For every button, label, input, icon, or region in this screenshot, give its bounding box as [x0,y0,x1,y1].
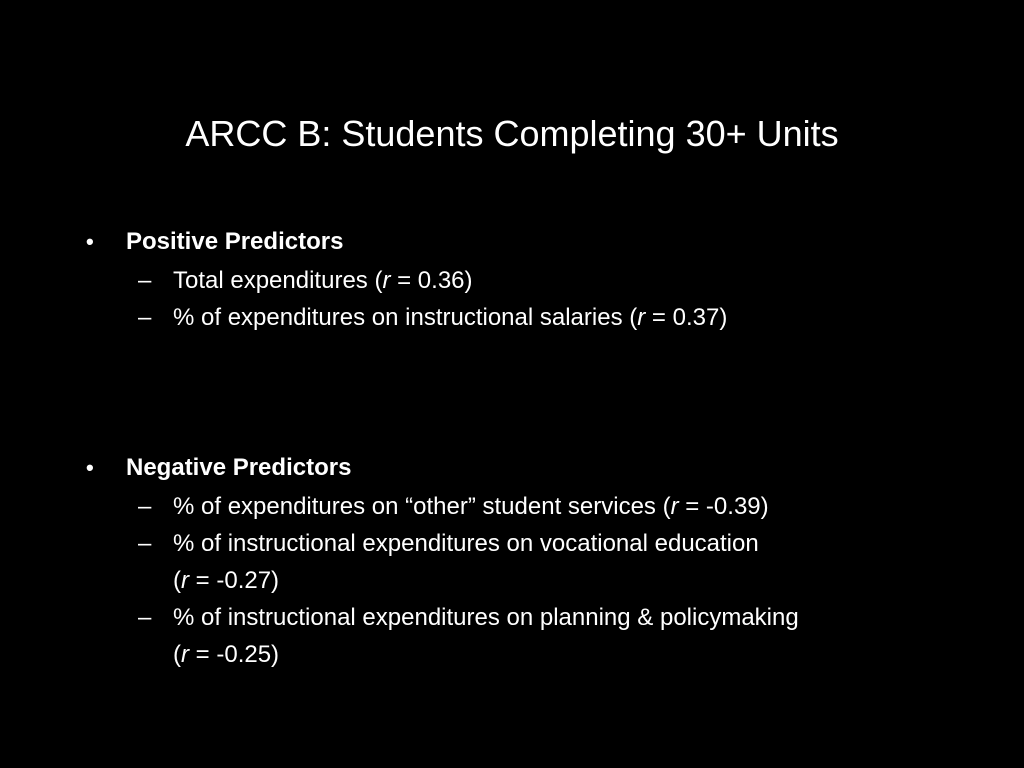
list-item [86,525,986,599]
positive-predictors-bullet [86,225,986,259]
bullet-icon: • [86,455,94,480]
negative-predictors-bullet [86,451,986,485]
positive-predictors-section [86,225,986,336]
predictor-text: Total expenditures (r = 0.36) [173,267,473,294]
dash-icon: – [138,604,152,631]
positive-predictors-list [86,262,986,336]
dash-icon: – [138,304,152,331]
dash-icon: – [138,267,152,294]
negative-predictors-heading: Negative Predictors [126,454,352,481]
predictor-text: % of expenditures on instructional salaries (r = 0.37) [173,304,728,331]
predictor-text: % of instructional expenditures on vocational education (r = -0.27) [173,530,759,594]
bullet-icon: • [86,229,94,254]
negative-predictors-list [86,488,986,673]
predictor-text: % of expenditures on “other” student services (r = -0.39) [173,493,769,520]
negative-predictors-section [86,451,986,673]
list-item [86,488,986,525]
list-item [86,599,986,673]
dash-icon: – [138,530,152,557]
list-item [86,262,986,299]
positive-predictors-heading: Positive Predictors [126,228,344,255]
predictor-text: % of instructional expenditures on planning & policymaking (r = -0.25) [173,604,799,668]
dash-icon: – [138,493,152,520]
list-item [86,299,986,336]
slide-title: ARCC B: Students Completing 30+ Units [185,113,839,154]
